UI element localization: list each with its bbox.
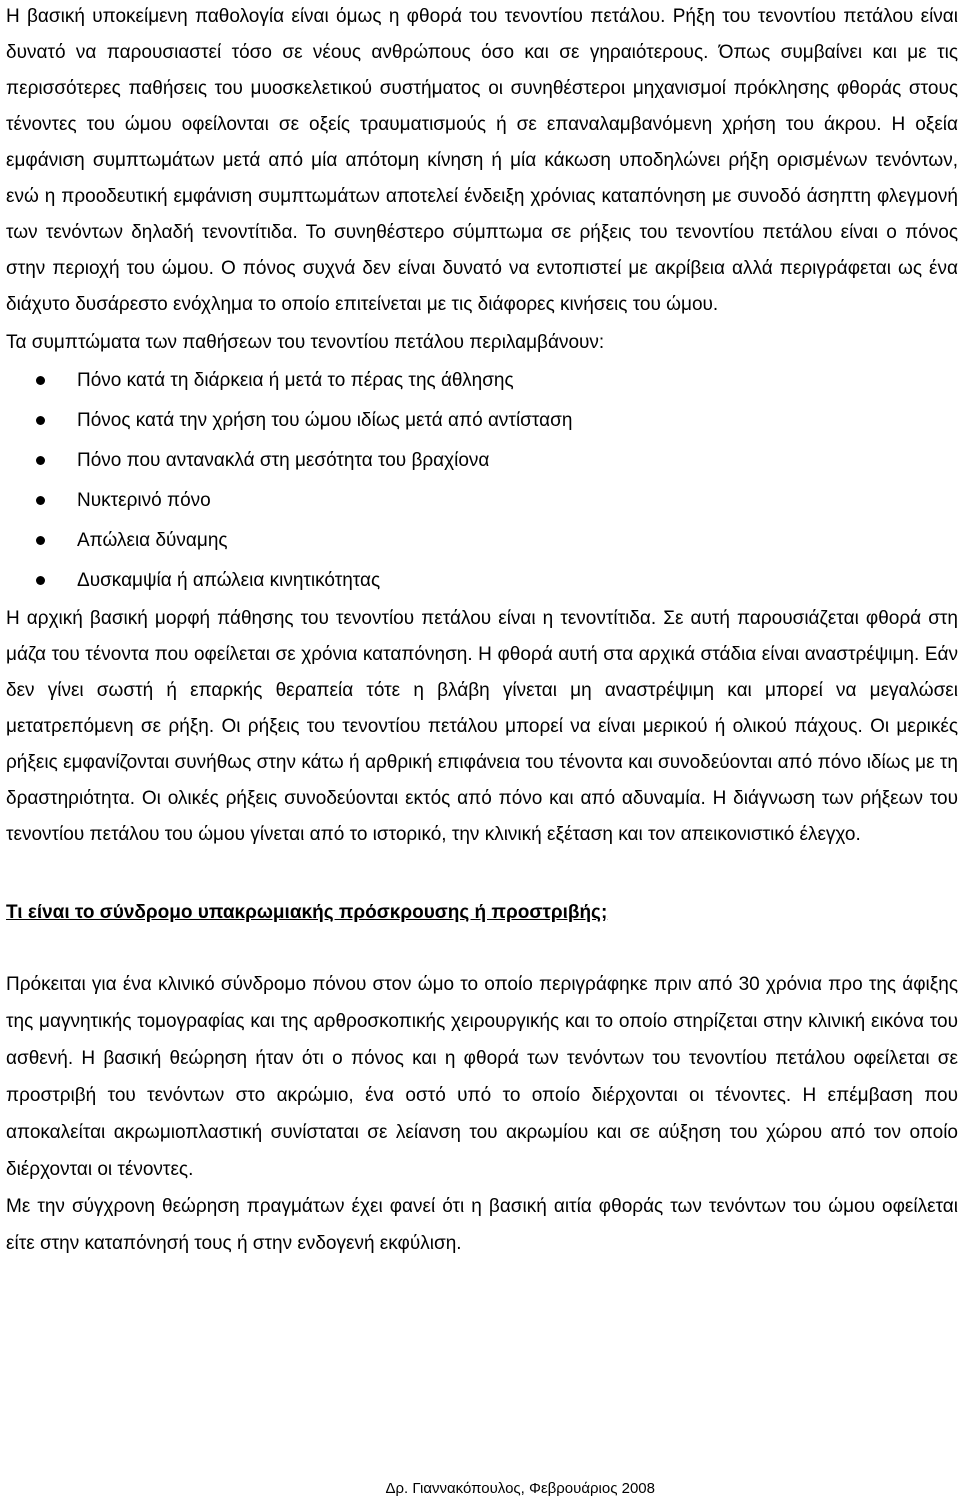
bullet-icon xyxy=(36,576,45,585)
list-item: Πόνος κατά την χρήση του ώμου ιδίως μετά από αντίσταση xyxy=(6,401,958,441)
bullet-icon xyxy=(36,456,45,465)
list-item: Απώλεια δύναμης xyxy=(6,521,958,561)
list-item: Νυκτερινό πόνο xyxy=(6,481,958,521)
list-item: Πόνο που αντανακλά στη μεσότητα του βραχίονα xyxy=(6,441,958,481)
paragraph-impingement: Πρόκειται για ένα κλινικό σύνδρομο πόνου στον ώμο το οποίο περιγράφηκε πριν από 30 χρόνια προ της άφιξης της μαγνητικής τομογραφίας και της αρθροσκοπικής χειρουργικής και το οποίο στηρίζεται στην κλινική εικόνα του ασθενή. Η βασική θεώρηση ήταν ότι ο πόνος και η φθορά των τενόντων του τενοντίου πετάλου οφείλεται σε προστριβή του τενόντων στο ακρώμιο, ένα οστό υπό το οποίο διέρχονται οι τένοντες. Η επέμβαση που αποκαλείται ακρωμιοπλαστική συνίσταται σε λείανση του ακρωμίου και σε αύξηση του χώρου από τον οποίο διέρχονται οι τένοντες. xyxy=(6,974,958,1180)
footer-author-date: Δρ. Γιαννακόπουλος, Φεβρουάριος 2008 xyxy=(385,1480,655,1497)
symptoms-intro: Τα συμπτώματα των παθήσεων του τενοντίου πετάλου περιλαμβάνουν: xyxy=(6,332,605,353)
bullet-icon xyxy=(36,496,45,505)
bullet-icon xyxy=(36,536,45,545)
document-page xyxy=(6,0,958,1262)
paragraph-modern-view: Με την σύγχρονη θεώρηση πραγμάτων έχει φανεί ότι η βασική αιτία φθοράς των τενόντων του ώμου οφείλεται είτε στην καταπόνησή τους ή στην ενδογενή εκφύλιση. xyxy=(6,1196,958,1254)
paragraph-pathology: Η βασική υποκείμενη παθολογία είναι όμως η φθορά του τενοντίου πετάλου. Ρήξη του τενοντίου πετάλου είναι δυνατό να παρουσιαστεί τόσο σε νέους ανθρώπους όσο και σε γηραιότερους. Όπως συμβαίνει και με τις περισσότερες παθήσεις του μυοσκελετικού συστήματος οι συνηθέστεροι μηχανισμοί πρόκλησης φθοράς στους τένοντες του ώμου οφείλονται σε οξείς τραυματισμούς ή σε επαναλαμβανόμενη χρήση του άκρου. Η οξεία εμφάνιση συμπτωμάτων μετά από μία απότομη κίνηση ή μία κάκωση υποδηλώνει ρήξη ορισμένων τενόντων, ενώ η προοδευτική εμφάνιση συμπτωμάτων αποτελεί ένδειξη χρόνιας καταπόνηση με συνοδό άσηπτη φλεγμονή των τενόντων δηλαδή τενοντίτιδα. Το συνηθέστερο σύμπτωμα σε ρήξεις του τενοντίου πετάλου είναι ο πόνος στην περιοχή του ώμου. Ο πόνος συχνά δεν είναι δυνατό να εντοπιστεί με ακρίβεια αλλά περιγράφεται ως ένα διάχυτο δυσάρεστο ενόχλημα το οποίο επιτείνεται με τις διάφορες κινήσεις του ώμου. xyxy=(6,6,958,315)
list-item: Πόνο κατά τη διάρκεια ή μετά το πέρας της άθλησης xyxy=(6,361,958,401)
symptoms-list xyxy=(6,361,958,601)
section-heading: Τι είναι το σύνδρομο υπακρωμιακής πρόσκρουσης ή προστριβής; xyxy=(6,902,608,923)
paragraph-tendinitis: Η αρχική βασική μορφή πάθησης του τενοντίου πετάλου είναι η τενοντίτιδα. Σε αυτή παρουσιάζεται φθορά στη μάζα του τένοντα που οφείλεται σε χρόνια καταπόνηση. Η φθορά αυτή στα αρχικά στάδια είναι αναστρέψιμη. Εάν δεν γίνει σωστή ή επαρκής θεραπεία τότε η βλάβη γίνεται μη αναστρέψιμη και μπορεί να μεγαλώσει μετατρεπόμενη σε ρήξη. Οι ρήξεις του τενοντίου πετάλου μπορεί να είναι μερικού ή ολικού πάχους. Οι μερικές ρήξεις εμφανίζονται συνήθως στην κάτω ή αρθρική επιφάνεια του τένοντα και συνοδεύονται από πόνο ιδίως με τη δραστηριότητα. Οι ολικές ρήξεις συνοδεύονται εκτός από πόνο και από αδυναμία. Η διάγνωση των ρήξεων του τενοντίου πετάλου του ώμου γίνεται από το ιστορικό, την κλινική εξέταση και τον απεικονιστικό έλεγχο. xyxy=(6,608,958,845)
bullet-icon xyxy=(36,376,45,385)
list-item: Δυσκαμψία ή απώλεια κινητικότητας xyxy=(6,561,958,601)
bullet-icon xyxy=(36,416,45,425)
